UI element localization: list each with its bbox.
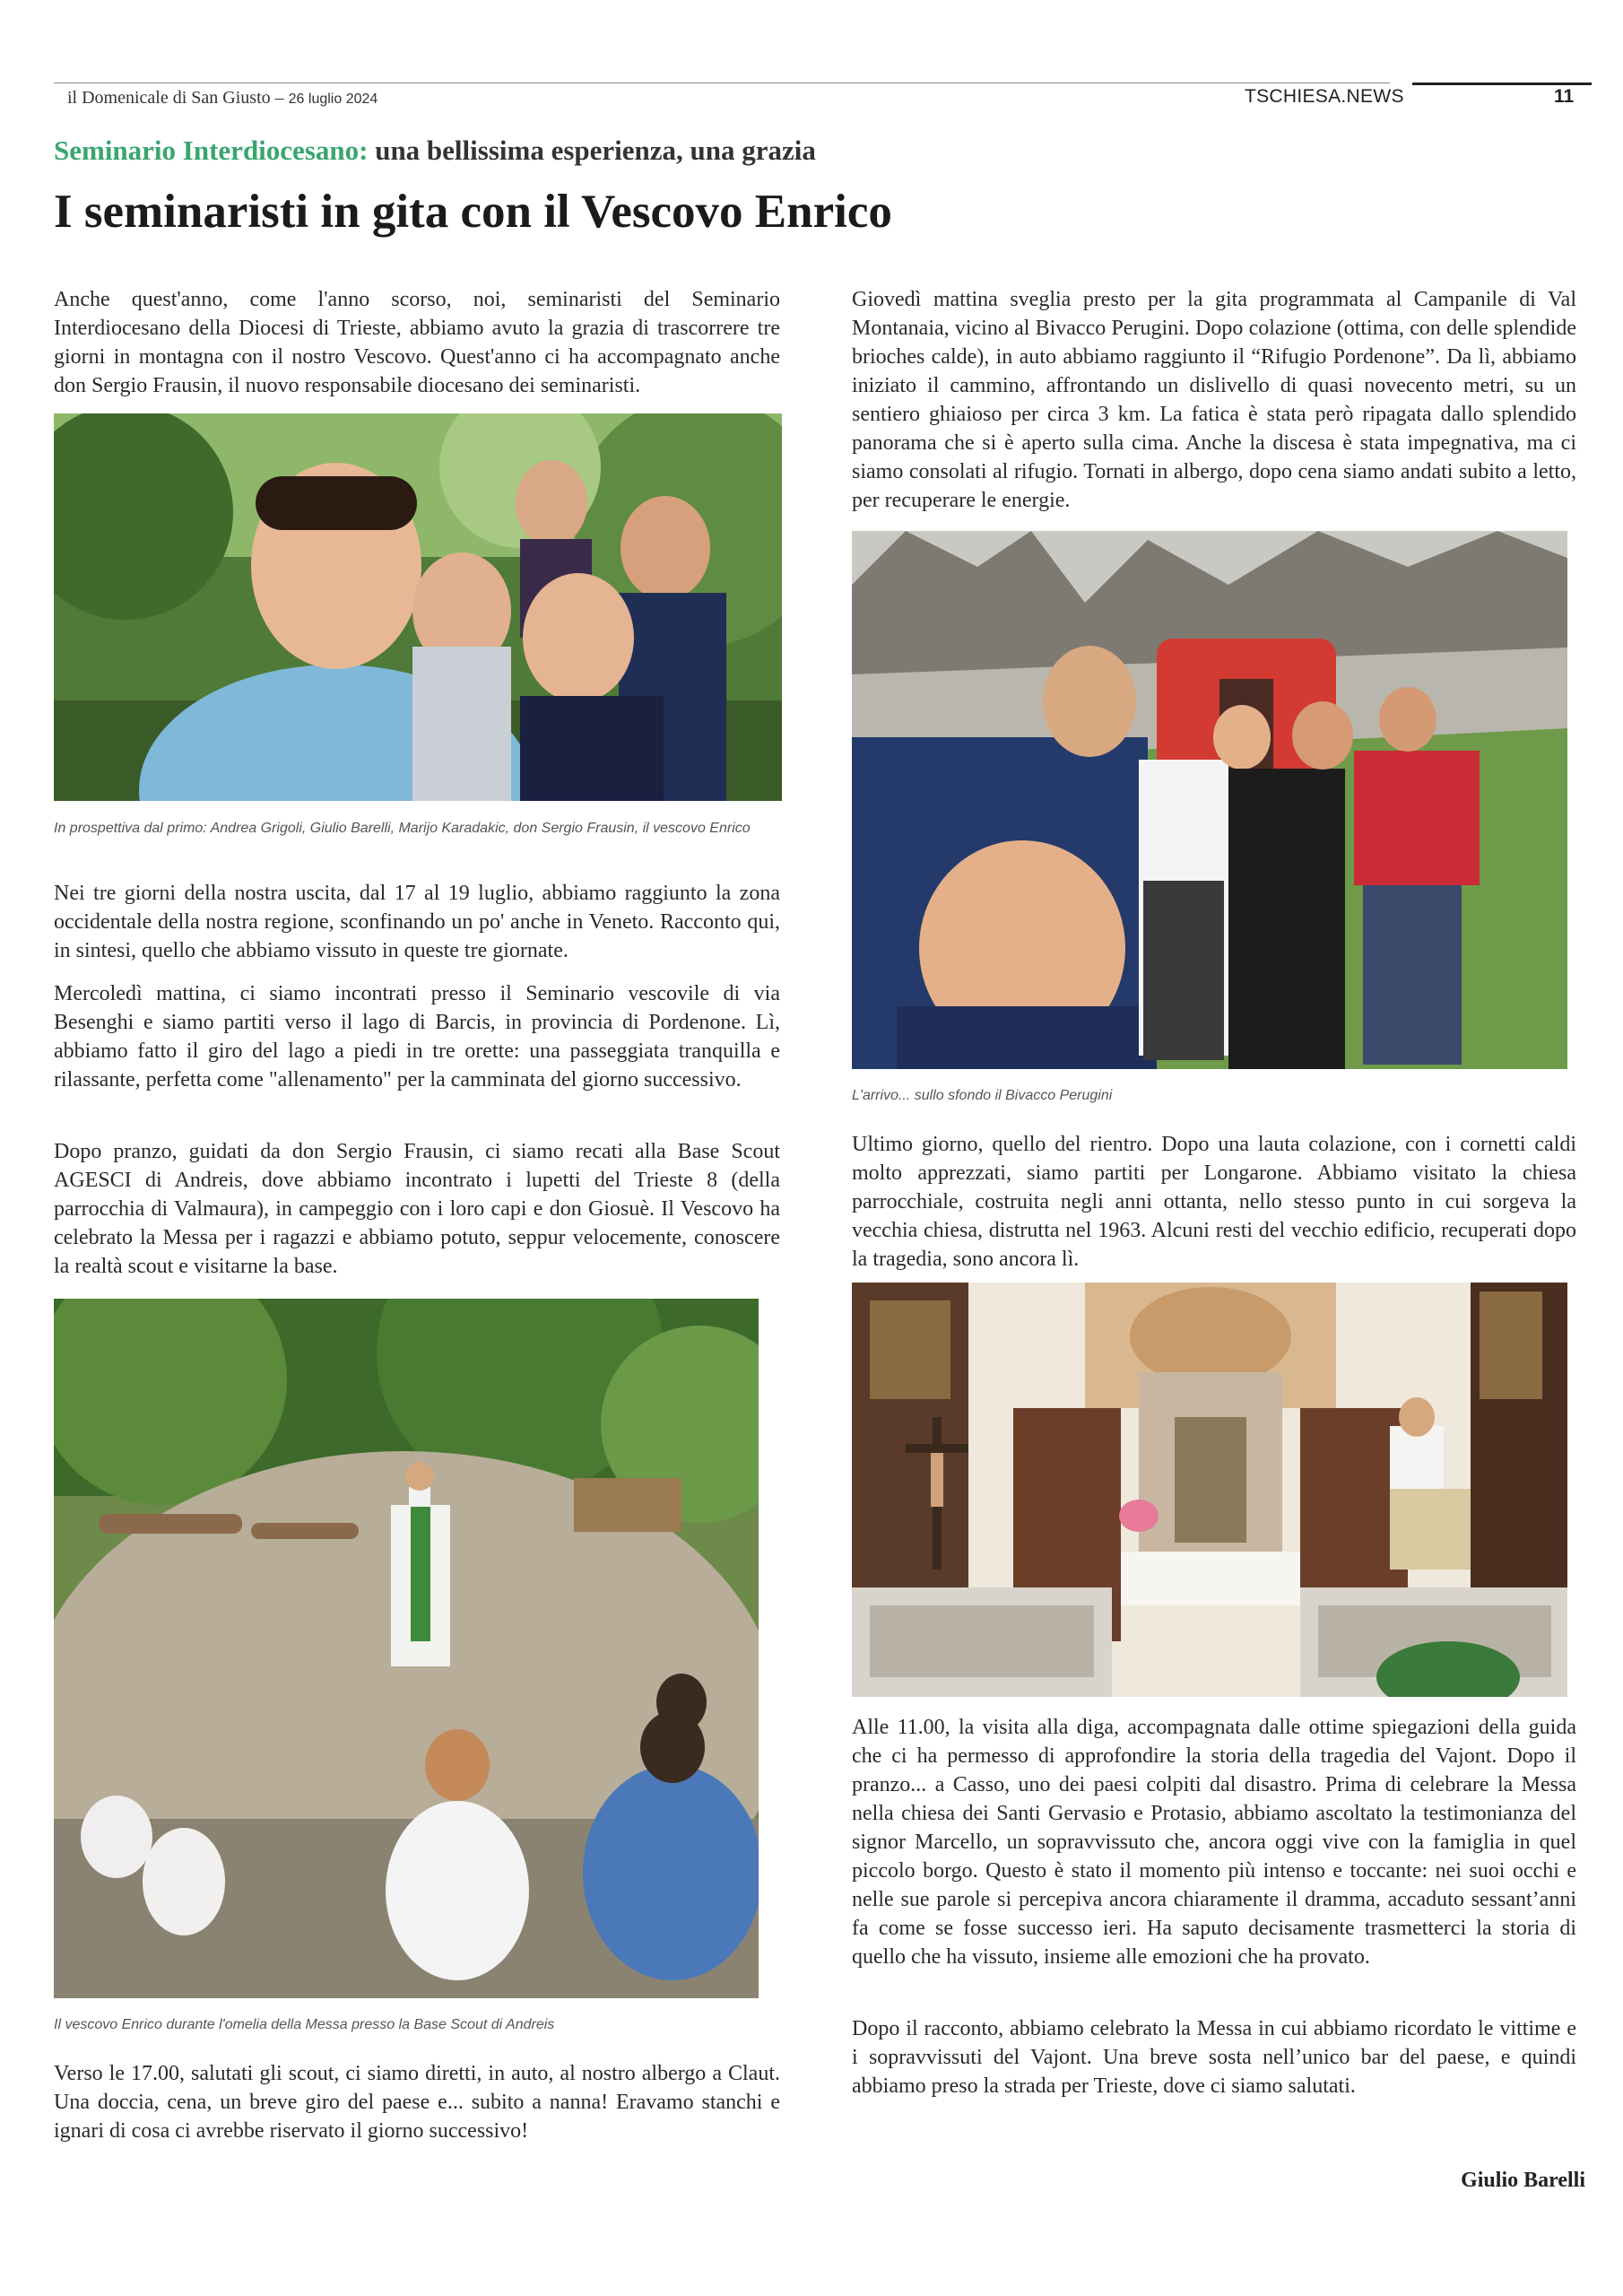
paragraph: Anche quest'anno, come l'anno scorso, noi, seminaristi del Seminario Interdiocesano della Diocesi di Trieste, abbiamo avuto la grazia di trascorrere tre giorni in montagna con il nostro Vescovo. Quest'anno ci ha accompagnato anche don Sergio Frausin, il nuovo responsabile diocesano dei seminaristi. bbox=[54, 288, 780, 397]
paragraph: Nei tre giorni della nostra uscita, dal 17 al 19 luglio, abbiamo raggiunto la zona occidentale della nostra regione, sconfinando un po' anche in Veneto. Racconto qui, in sintesi, quello che abbiamo vissuto in queste tre giornate. bbox=[54, 882, 780, 962]
article-kicker bbox=[54, 135, 816, 167]
bivacco-group-photo bbox=[852, 531, 1567, 1069]
kicker-section: Seminario Interdiocesano: bbox=[54, 135, 369, 166]
photo-caption: Il vescovo Enrico durante l'omelia della Messa presso la Base Scout di Andreis bbox=[54, 2017, 555, 2032]
paragraph: Mercoledì mattina, ci siamo incontrati presso il Seminario vescovile di via Besenghi e siamo partiti verso il lago di Barcis, in provincia di Pordenone. Lì, abbiamo fatto il giro del lago a piedi in tre orette: una passeggiata tranquilla e rilassante, perfetta come "allenamento" per la camminata del giorno successivo. bbox=[54, 982, 780, 1091]
publication-date: 26 luglio 2024 bbox=[288, 91, 378, 107]
header-page-rule bbox=[1412, 83, 1592, 85]
photo-caption: L'arrivo... sullo sfondo il Bivacco Perugini bbox=[852, 1088, 1113, 1103]
scout-mass-photo bbox=[54, 1299, 759, 1998]
site-name: TSCHIESA.NEWS bbox=[1245, 86, 1404, 107]
publication-name: il Domenicale di San Giusto – bbox=[67, 88, 284, 108]
group-selfie-photo bbox=[54, 413, 782, 801]
paragraph: Dopo il racconto, abbiamo celebrato la Messa in cui abbiamo ricordato le vittime e i sopravvissuti del Vajont. Una breve sosta nell’unico bar del paese, e quindi abbiamo preso la strada per Trieste, dove ci siamo salutati. bbox=[852, 2017, 1576, 2098]
article-headline: I seminaristi in gita con il Vescovo Enrico bbox=[54, 186, 892, 238]
church-interior-photo bbox=[852, 1283, 1567, 1697]
paragraph: Verso le 17.00, salutati gli scout, ci siamo diretti, in auto, al nostro albergo a Claut. Una doccia, cena, un breve giro del paese e... subito a nanna! Eravamo stanchi e ignari di cosa ci avrebbe riservato il giorno successivo! bbox=[54, 2062, 780, 2143]
paragraph: Ultimo giorno, quello del rientro. Dopo una lauta colazione, con i cornetti caldi molto apprezzati, siamo partiti per Longarone. Abbiamo visitato la chiesa parrocchiale, costruita negli anni ottanta, nello stesso punto in cui sorgeva la vecchia chiesa, distrutta nel 1963. Alcuni resti del vecchio edificio, recuperati dopo la tragedia, sono ancora lì. bbox=[852, 1133, 1576, 1271]
publication-line bbox=[67, 88, 378, 109]
kicker-text: una bellissima esperienza, una grazia bbox=[375, 135, 816, 166]
article-author: Giulio Barelli bbox=[1461, 2169, 1585, 2192]
photo-caption: In prospettiva dal primo: Andrea Grigoli, Giulio Barelli, Marijo Karadakic, don Sergio Frausin, il vescovo Enrico bbox=[54, 821, 751, 836]
page-number: 11 bbox=[1554, 86, 1575, 107]
paragraph: Giovedì mattina sveglia presto per la gita programmata al Campanile di Val Montanaia, vicino al Bivacco Perugini. Dopo colazione (ottima, con delle splendide brioches calde), in auto abbiamo raggiunto il “Rifugio Pordenone”. Da lì, abbiamo iniziato il cammino, affrontando un dislivello di quasi novecento metri, su un sentiero ghiaioso per circa 3 km. La fatica è stata però ripagata dallo splendido panorama che si è aperto sulla cima. Anche la discesa è stata impegnativa, ma ci siamo consolati al rifugio. Tornati in albergo, dopo cena siamo andati subito a letto, per recuperare le energie. bbox=[852, 288, 1576, 512]
paragraph: Dopo pranzo, guidati da don Sergio Frausin, ci siamo recati alla Base Scout AGESCI di Andreis, dove abbiamo incontrato i lupetti del Trieste 8 (della parrocchia di Valmaura), in campeggio con i loro capi e don Giosuè. Il Vescovo ha celebrato la Messa per i ragazzi e abbiamo potuto, seppur velocemente, conoscere la realtà scout e visitarne la base. bbox=[54, 1140, 780, 1278]
paragraph: Alle 11.00, la visita alla diga, accompagnata dalle ottime spiegazioni della guida che ci ha permesso di approfondire la storia della tragedia del Vajont. Dopo il pranzo... a Casso, uno dei paesi colpiti dal disastro. Prima di celebrare la Messa nella chiesa dei Santi Gervasio e Protasio, abbiamo ascoltato la testimonianza del signor Marcello, un sopravvissuto che, ancora oggi vive con la famiglia in quel piccolo borgo. Questo è stato il momento più intenso e toccante: nei suoi occhi e nelle sue parole si percepiva ancora chiaramente il dramma, accaduto sessant’anni fa come se fosse successo ieri. Ha saputo decisamente trasmetterci la storia di quello che ha vissuto, insieme alle emozioni che ha provato. bbox=[852, 1716, 1576, 1969]
